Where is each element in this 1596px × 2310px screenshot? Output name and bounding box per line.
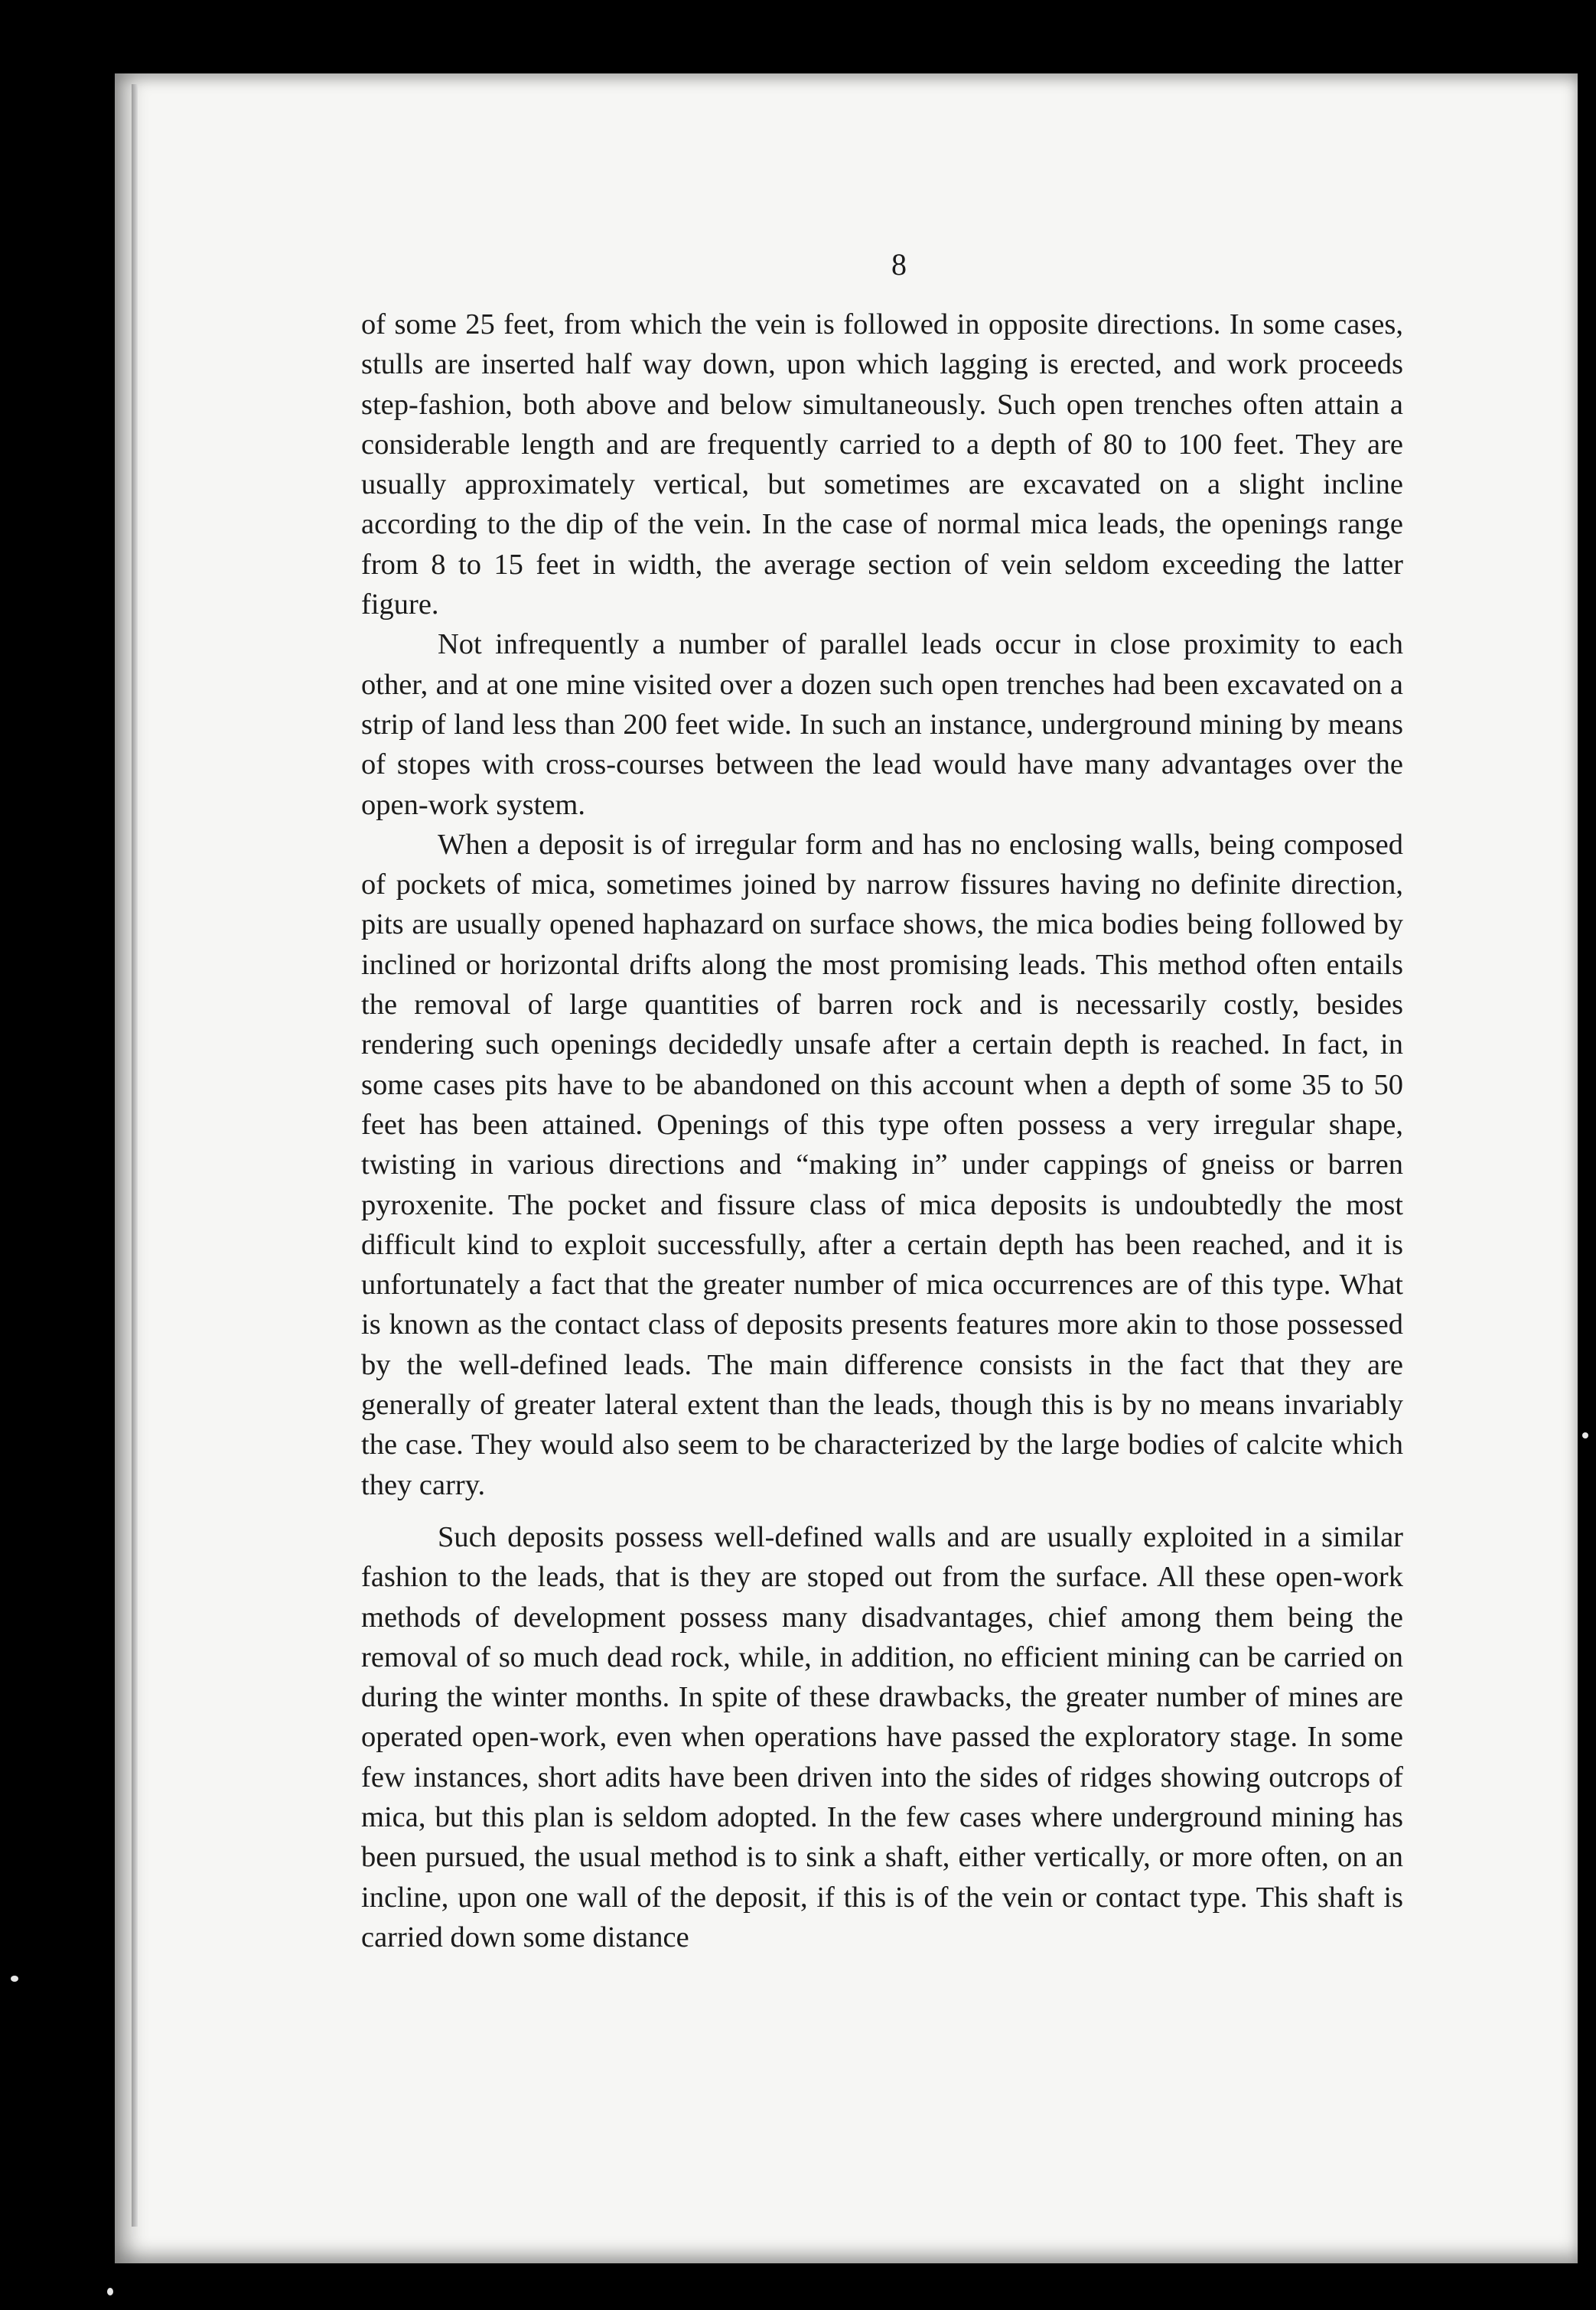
scan-speck [1582,1432,1588,1438]
paragraph-4: Such deposits possess well-defined walls and are usually exploited in a similar fashion to the leads, that is they are stoped out from the surface. All these open-work methods of development possess many disadvantages, chief among them being the removal of so much dead rock, while, in addition, no efficient mining can be carried on during the winter months. In spite of these drawbacks, the greater number of mines are operated open-work, even when operations have passed the exploratory stage. In some few instances, short adits have been driven into the sides of ridges showing outcrops of mica, but this plan is seldom adopted. In the few cases where underground mining has been pursued, the usual method is to sink a shaft, either vertically, or more often, on an incline, upon one wall of the deposit, if this is of the vein or contact type. This shaft is carried down some distance [361,1520,1403,1953]
paragraph-2: Not infrequently a number of parallel leads occur in close proximity to each other, and at one mine visited over a dozen such open trenches had been excavated on a strip of land less than 200 feet wide. In such an instance, underground mining by means of stopes with cross-courses between the lead would have many advantages over the open-work system. [361,628,1403,821]
page-number: 8 [891,247,907,282]
scan-speck [107,2288,113,2295]
body-text [361,305,1403,1957]
paragraph-3: When a deposit is of irregular form and has no enclosing walls, being composed of pockets of mica, sometimes joined by narrow fissures having no definite direction, pits are usually opened haphazard on surface shows, the mica bodies being followed by inclined or horizontal drifts along the most promising leads. This method often entails the removal of large quantities of barren rock and is necessarily costly, besides rendering such openings decidedly unsafe after a certain depth is reached. In fact, in some cases pits have to be abandoned on this account when a depth of some 35 to 50 feet has been attained. Openings of this type often possess a very irregular shape, twisting in various directions and “making in” under cappings of gneiss or barren pyroxenite. The pocket and fissure class of mica deposits is undoubtedly the most difficult kind to exploit successfully, after a certain depth has been reached, and it is unfortunately a fact that the greater number of mica occurrences are of this type. What is known as the contact class of deposits presents features more akin to those possessed by the well-defined leads. The main difference consists in the fact that they are generally of greater lateral extent than the leads, though this is by no means invariably the case. They would also seem to be characterized by the large bodies of calcite which they carry. [361,828,1403,1501]
page-binding-edge [132,84,138,2227]
scan-speck [11,1976,18,1982]
paragraph-1: of some 25 feet, from which the vein is followed in opposite directions. In some cases, stulls are inserted half way down, upon which lagging is erected, and work proceeds step-fashion, both above and below simultaneously. Such open trenches often attain a considerable length and are frequently carried to a depth of 80 to 100 feet. They are usually approximately vertical, but sometimes are excavated on a slight incline according to the dip of the vein. In the case of normal mica leads, the openings range from 8 to 15 feet in width, the average section of vein seldom exceeding the latter figure. [361,308,1403,621]
